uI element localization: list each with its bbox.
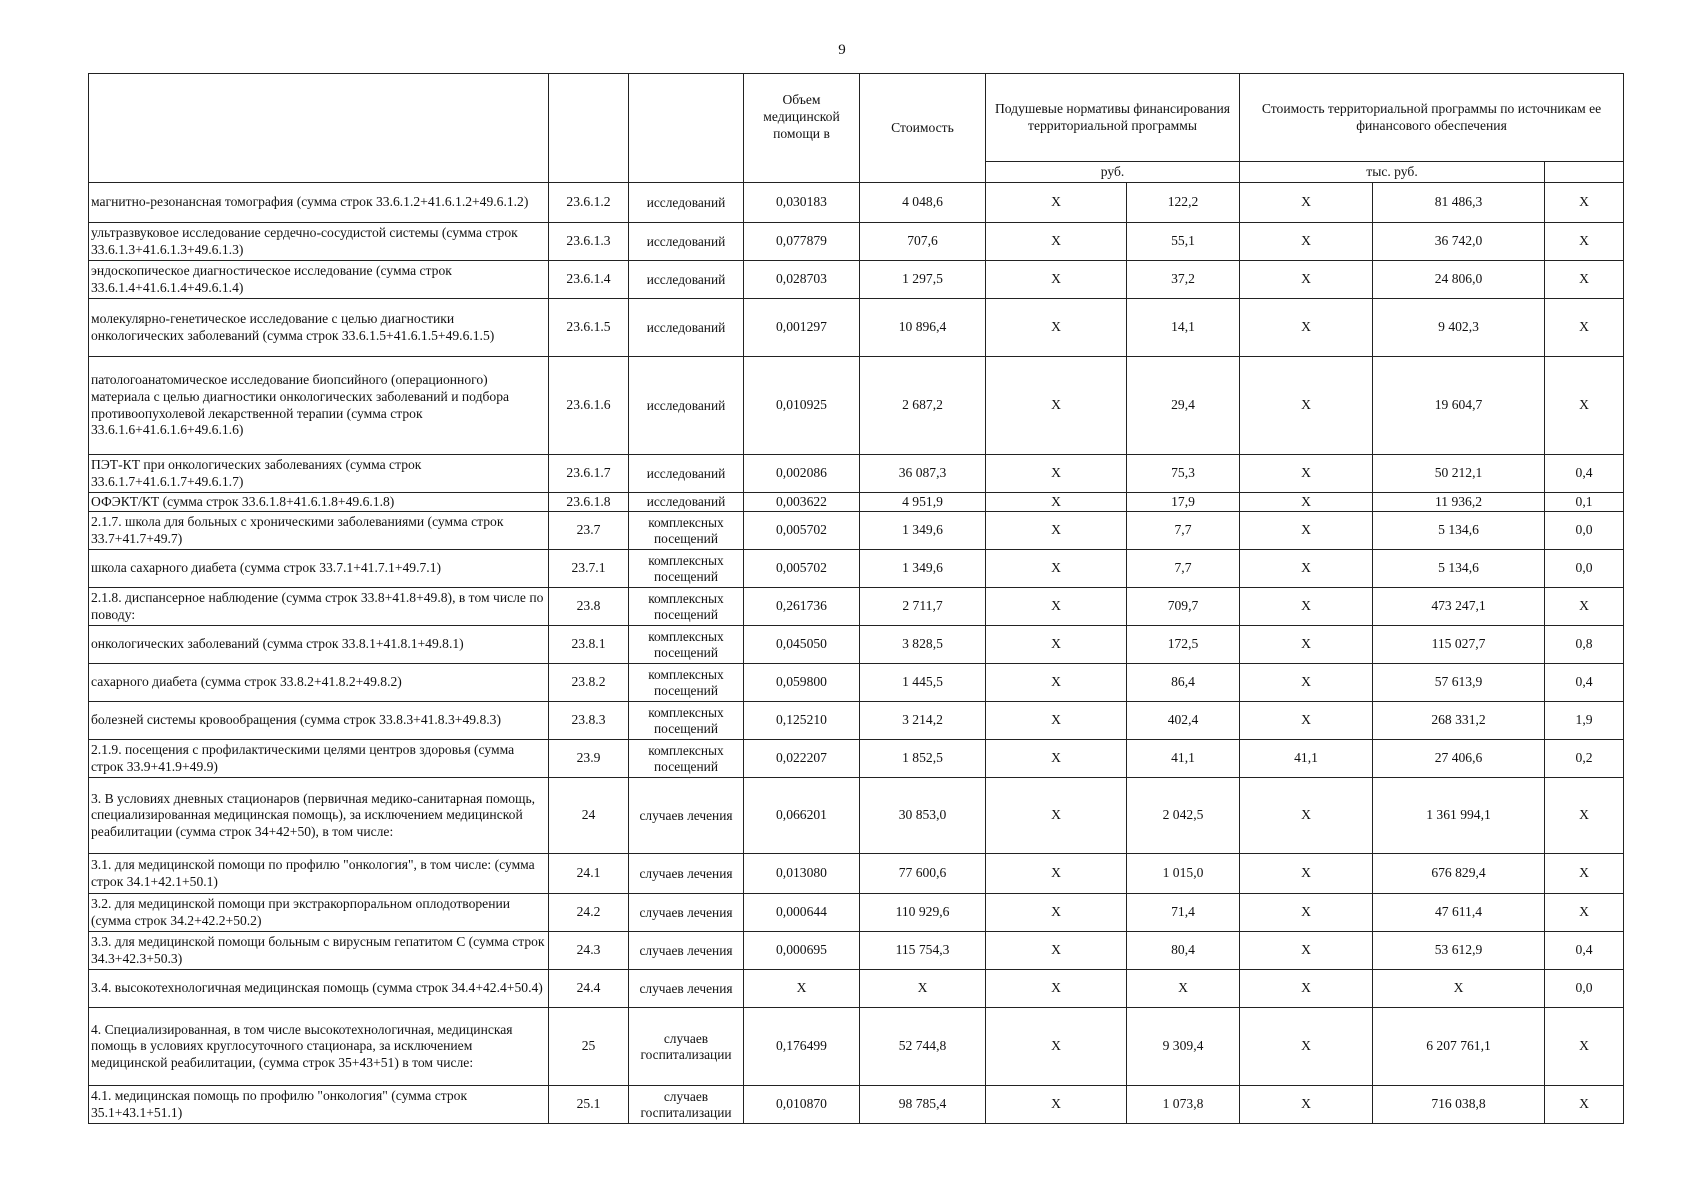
row-name: 3.4. высокотехнологичная медицинская помощь (сумма строк 34.4+42.4+50.4) [89, 970, 549, 1008]
row-per-capita-b: 17,9 [1127, 493, 1240, 512]
row-program-cost-a: X [1240, 970, 1373, 1008]
row-cost: 2 711,7 [860, 588, 986, 626]
row-per-capita-a: X [986, 970, 1127, 1008]
row-program-cost-c: X [1545, 183, 1624, 223]
row-unit: комплексных посещений [629, 550, 744, 588]
row-cost: 1 349,6 [860, 550, 986, 588]
row-cost: 77 600,6 [860, 854, 986, 894]
row-program-cost-c: 0,4 [1545, 455, 1624, 493]
row-volume: 0,125210 [744, 702, 860, 740]
row-name: 3.2. для медицинской помощи при экстракорпоральном оплодотворении (сумма строк 34.2+42.2+50.2) [89, 894, 549, 932]
row-volume: 0,013080 [744, 854, 860, 894]
row-per-capita-b: 75,3 [1127, 455, 1240, 493]
row-cost: 110 929,6 [860, 894, 986, 932]
row-program-cost-b: 24 806,0 [1373, 261, 1545, 299]
row-unit: случаев лечения [629, 854, 744, 894]
row-code: 24.2 [549, 894, 629, 932]
row-program-cost-a: 41,1 [1240, 740, 1373, 778]
row-name: ОФЭКТ/КТ (сумма строк 33.6.1.8+41.6.1.8+49.6.1.8) [89, 493, 549, 512]
row-cost: 30 853,0 [860, 778, 986, 854]
row-unit: исследований [629, 493, 744, 512]
row-volume: 0,001297 [744, 299, 860, 357]
row-volume: 0,005702 [744, 550, 860, 588]
table-row [89, 550, 1624, 588]
row-volume: 0,045050 [744, 626, 860, 664]
row-per-capita-a: X [986, 493, 1127, 512]
row-cost: X [860, 970, 986, 1008]
row-program-cost-b: 53 612,9 [1373, 932, 1545, 970]
row-program-cost-b: 47 611,4 [1373, 894, 1545, 932]
row-per-capita-b: 29,4 [1127, 357, 1240, 455]
header-name [89, 74, 549, 183]
row-name: онкологических заболеваний (сумма строк 33.8.1+41.8.1+49.8.1) [89, 626, 549, 664]
header-per-capita-unit: руб. [986, 162, 1240, 183]
row-program-cost-c: 0,0 [1545, 550, 1624, 588]
row-name: 2.1.8. диспансерное наблюдение (сумма строк 33.8+41.8+49.8), в том числе по поводу: [89, 588, 549, 626]
row-program-cost-a: X [1240, 223, 1373, 261]
table-row [89, 854, 1624, 894]
header-program-cost-unit: тыс. руб. [1240, 162, 1545, 183]
header-per-capita: Подушевые нормативы финансирования территориальной программы [986, 74, 1240, 162]
row-name: сахарного диабета (сумма строк 33.8.2+41.8.2+49.8.2) [89, 664, 549, 702]
row-cost: 4 951,9 [860, 493, 986, 512]
row-program-cost-b: 57 613,9 [1373, 664, 1545, 702]
row-per-capita-a: X [986, 512, 1127, 550]
row-per-capita-b: 41,1 [1127, 740, 1240, 778]
table-row [89, 357, 1624, 455]
table-row [89, 664, 1624, 702]
row-program-cost-c: X [1545, 778, 1624, 854]
row-code: 23.6.1.4 [549, 261, 629, 299]
row-per-capita-a: X [986, 740, 1127, 778]
row-program-cost-a: X [1240, 626, 1373, 664]
row-per-capita-b: 80,4 [1127, 932, 1240, 970]
row-volume: 0,010870 [744, 1086, 860, 1124]
row-program-cost-c: X [1545, 588, 1624, 626]
row-program-cost-b: 5 134,6 [1373, 550, 1545, 588]
row-cost: 1 297,5 [860, 261, 986, 299]
row-program-cost-a: X [1240, 588, 1373, 626]
row-program-cost-b: 5 134,6 [1373, 512, 1545, 550]
row-code: 23.8 [549, 588, 629, 626]
row-per-capita-b: 7,7 [1127, 512, 1240, 550]
row-volume: 0,003622 [744, 493, 860, 512]
row-code: 23.6.1.3 [549, 223, 629, 261]
row-per-capita-a: X [986, 1086, 1127, 1124]
row-per-capita-a: X [986, 932, 1127, 970]
row-cost: 10 896,4 [860, 299, 986, 357]
row-name: болезней системы кровообращения (сумма строк 33.8.3+41.8.3+49.8.3) [89, 702, 549, 740]
page-number: 9 [838, 42, 846, 58]
row-program-cost-c: 1,9 [1545, 702, 1624, 740]
header-program-cost: Стоимость территориальной программы по источникам ее финансового обеспечения [1240, 74, 1624, 162]
row-unit: случаев лечения [629, 932, 744, 970]
table-row [89, 512, 1624, 550]
row-per-capita-b: 402,4 [1127, 702, 1240, 740]
row-per-capita-a: X [986, 894, 1127, 932]
table-row [89, 1008, 1624, 1086]
row-per-capita-b: 1 073,8 [1127, 1086, 1240, 1124]
table-row [89, 970, 1624, 1008]
row-program-cost-c: 0,0 [1545, 970, 1624, 1008]
row-cost: 3 214,2 [860, 702, 986, 740]
row-code: 23.6.1.6 [549, 357, 629, 455]
row-per-capita-b: 71,4 [1127, 894, 1240, 932]
row-per-capita-b: 2 042,5 [1127, 778, 1240, 854]
row-code: 23.8.1 [549, 626, 629, 664]
header-program-cost-extra [1545, 162, 1624, 183]
row-program-cost-a: X [1240, 1008, 1373, 1086]
row-unit: исследований [629, 183, 744, 223]
table-row [89, 894, 1624, 932]
row-unit: комплексных посещений [629, 702, 744, 740]
row-cost: 3 828,5 [860, 626, 986, 664]
row-program-cost-a: X [1240, 183, 1373, 223]
row-code: 23.8.2 [549, 664, 629, 702]
table-row [89, 626, 1624, 664]
row-volume: 0,002086 [744, 455, 860, 493]
row-per-capita-b: 55,1 [1127, 223, 1240, 261]
row-cost: 36 087,3 [860, 455, 986, 493]
row-unit: исследований [629, 357, 744, 455]
row-volume: 0,005702 [744, 512, 860, 550]
row-cost: 707,6 [860, 223, 986, 261]
row-cost: 1 852,5 [860, 740, 986, 778]
row-unit: комплексных посещений [629, 588, 744, 626]
financing-table [88, 73, 1624, 1124]
row-program-cost-b: 50 212,1 [1373, 455, 1545, 493]
row-program-cost-c: 0,8 [1545, 626, 1624, 664]
row-name: 4.1. медицинская помощь по профилю "онкология" (сумма строк 35.1+43.1+51.1) [89, 1086, 549, 1124]
row-name: патологоанатомическое исследование биопсийного (операционного) материала с целью диагностики онкологических заболеваний и подбора противоопухолевой лекарственной терапии (сумма строк 33.6.1.6+41.6.1.6+49.6.1.6) [89, 357, 549, 455]
row-program-cost-b: 473 247,1 [1373, 588, 1545, 626]
row-unit: случаев лечения [629, 894, 744, 932]
row-program-cost-b: 36 742,0 [1373, 223, 1545, 261]
row-name: 2.1.9. посещения с профилактическими целями центров здоровья (сумма строк 33.9+41.9+49.9) [89, 740, 549, 778]
row-per-capita-a: X [986, 626, 1127, 664]
row-volume: 0,030183 [744, 183, 860, 223]
row-program-cost-c: X [1545, 357, 1624, 455]
table-row [89, 588, 1624, 626]
row-per-capita-b: 86,4 [1127, 664, 1240, 702]
row-cost: 1 445,5 [860, 664, 986, 702]
row-name: 3. В условиях дневных стационаров (первичная медико-санитарная помощь, специализированная медицинская помощь), за исключением медицинской реабилитации (сумма строк 34+42+50), в том числе: [89, 778, 549, 854]
row-unit: комплексных посещений [629, 664, 744, 702]
row-volume: 0,261736 [744, 588, 860, 626]
row-per-capita-a: X [986, 183, 1127, 223]
row-per-capita-a: X [986, 299, 1127, 357]
row-code: 23.6.1.7 [549, 455, 629, 493]
table-row [89, 261, 1624, 299]
row-code: 24.4 [549, 970, 629, 1008]
row-program-cost-a: X [1240, 664, 1373, 702]
row-code: 25 [549, 1008, 629, 1086]
row-program-cost-a: X [1240, 299, 1373, 357]
row-name: 3.1. для медицинской помощи по профилю "онкология", в том числе: (сумма строк 34.1+42.1+50.1) [89, 854, 549, 894]
row-code: 23.8.3 [549, 702, 629, 740]
row-per-capita-b: 9 309,4 [1127, 1008, 1240, 1086]
row-program-cost-a: X [1240, 493, 1373, 512]
table-header-row [89, 74, 1624, 162]
row-program-cost-c: 0,1 [1545, 493, 1624, 512]
row-volume: 0,059800 [744, 664, 860, 702]
row-program-cost-c: X [1545, 894, 1624, 932]
row-volume: 0,022207 [744, 740, 860, 778]
row-program-cost-c: 0,0 [1545, 512, 1624, 550]
table-row [89, 223, 1624, 261]
table-row [89, 778, 1624, 854]
header-cost: Стоимость [860, 74, 986, 183]
row-program-cost-a: X [1240, 854, 1373, 894]
row-cost: 115 754,3 [860, 932, 986, 970]
row-per-capita-a: X [986, 588, 1127, 626]
row-program-cost-a: X [1240, 702, 1373, 740]
row-unit: комплексных посещений [629, 626, 744, 664]
row-name: магнитно-резонансная томография (сумма строк 33.6.1.2+41.6.1.2+49.6.1.2) [89, 183, 549, 223]
row-per-capita-a: X [986, 1008, 1127, 1086]
row-per-capita-b: 122,2 [1127, 183, 1240, 223]
row-program-cost-c: X [1545, 223, 1624, 261]
row-volume: 0,028703 [744, 261, 860, 299]
row-program-cost-b: 1 361 994,1 [1373, 778, 1545, 854]
row-per-capita-a: X [986, 357, 1127, 455]
row-unit: комплексных посещений [629, 512, 744, 550]
row-code: 23.9 [549, 740, 629, 778]
row-unit: случаев лечения [629, 778, 744, 854]
row-volume: 0,000695 [744, 932, 860, 970]
row-program-cost-b: 11 936,2 [1373, 493, 1545, 512]
row-unit: случаев госпитализации [629, 1086, 744, 1124]
row-program-cost-c: X [1545, 1086, 1624, 1124]
row-per-capita-a: X [986, 854, 1127, 894]
row-per-capita-b: 7,7 [1127, 550, 1240, 588]
row-volume: 0,000644 [744, 894, 860, 932]
row-program-cost-c: 0,4 [1545, 664, 1624, 702]
table-row [89, 455, 1624, 493]
row-unit: комплексных посещений [629, 740, 744, 778]
row-program-cost-c: 0,2 [1545, 740, 1624, 778]
row-per-capita-a: X [986, 261, 1127, 299]
table-row [89, 1086, 1624, 1124]
row-name: молекулярно-генетическое исследование с целью диагностики онкологических заболеваний (сумма строк 33.6.1.5+41.6.1.5+49.6.1.5) [89, 299, 549, 357]
row-unit: исследований [629, 299, 744, 357]
row-program-cost-a: X [1240, 1086, 1373, 1124]
row-name: ультразвуковое исследование сердечно-сосудистой системы (сумма строк 33.6.1.3+41.6.1.3+49.6.1.3) [89, 223, 549, 261]
row-program-cost-b: 6 207 761,1 [1373, 1008, 1545, 1086]
row-unit: исследований [629, 455, 744, 493]
row-per-capita-b: 172,5 [1127, 626, 1240, 664]
row-unit: случаев лечения [629, 970, 744, 1008]
table-row [89, 702, 1624, 740]
row-program-cost-b: X [1373, 970, 1545, 1008]
row-cost: 98 785,4 [860, 1086, 986, 1124]
row-program-cost-c: 0,4 [1545, 932, 1624, 970]
row-per-capita-a: X [986, 778, 1127, 854]
row-unit: случаев госпитализации [629, 1008, 744, 1086]
table-row [89, 183, 1624, 223]
header-code [549, 74, 629, 183]
row-program-cost-a: X [1240, 512, 1373, 550]
row-program-cost-b: 268 331,2 [1373, 702, 1545, 740]
row-unit: исследований [629, 223, 744, 261]
row-program-cost-b: 19 604,7 [1373, 357, 1545, 455]
row-cost: 1 349,6 [860, 512, 986, 550]
row-program-cost-b: 27 406,6 [1373, 740, 1545, 778]
row-program-cost-a: X [1240, 894, 1373, 932]
row-program-cost-c: X [1545, 299, 1624, 357]
row-per-capita-b: 709,7 [1127, 588, 1240, 626]
row-per-capita-a: X [986, 223, 1127, 261]
row-program-cost-b: 716 038,8 [1373, 1086, 1545, 1124]
row-volume: 0,077879 [744, 223, 860, 261]
row-cost: 2 687,2 [860, 357, 986, 455]
table-row [89, 493, 1624, 512]
row-program-cost-a: X [1240, 261, 1373, 299]
row-code: 25.1 [549, 1086, 629, 1124]
row-code: 24.1 [549, 854, 629, 894]
row-name: 4. Специализированная, в том числе высокотехнологичная, медицинская помощь в условиях круглосуточного стационара, за исключением медицинской реабилитации, (сумма строк 35+43+51) в том числе: [89, 1008, 549, 1086]
table-row [89, 299, 1624, 357]
row-program-cost-a: X [1240, 550, 1373, 588]
row-volume: X [744, 970, 860, 1008]
row-per-capita-b: X [1127, 970, 1240, 1008]
row-name: 2.1.7. школа для больных с хроническими заболеваниями (сумма строк 33.7+41.7+49.7) [89, 512, 549, 550]
row-code: 23.6.1.2 [549, 183, 629, 223]
row-code: 23.6.1.8 [549, 493, 629, 512]
row-per-capita-b: 1 015,0 [1127, 854, 1240, 894]
row-program-cost-b: 676 829,4 [1373, 854, 1545, 894]
row-code: 24.3 [549, 932, 629, 970]
table-row [89, 932, 1624, 970]
row-cost: 52 744,8 [860, 1008, 986, 1086]
row-name: ПЭТ-КТ при онкологических заболеваниях (сумма строк 33.6.1.7+41.6.1.7+49.6.1.7) [89, 455, 549, 493]
row-program-cost-a: X [1240, 932, 1373, 970]
row-code: 24 [549, 778, 629, 854]
row-program-cost-c: X [1545, 261, 1624, 299]
row-name: эндоскопическое диагностическое исследование (сумма строк 33.6.1.4+41.6.1.4+49.6.1.4) [89, 261, 549, 299]
row-code: 23.6.1.5 [549, 299, 629, 357]
row-unit: исследований [629, 261, 744, 299]
row-program-cost-b: 81 486,3 [1373, 183, 1545, 223]
row-program-cost-b: 9 402,3 [1373, 299, 1545, 357]
row-volume: 0,176499 [744, 1008, 860, 1086]
header-unit [629, 74, 744, 183]
row-program-cost-b: 115 027,7 [1373, 626, 1545, 664]
header-volume: Объем медицинской помощи в [744, 74, 860, 183]
row-program-cost-a: X [1240, 455, 1373, 493]
row-name: 3.3. для медицинской помощи больным с вирусным гепатитом С (сумма строк 34.3+42.3+50.3) [89, 932, 549, 970]
row-volume: 0,010925 [744, 357, 860, 455]
row-per-capita-a: X [986, 550, 1127, 588]
table-row [89, 740, 1624, 778]
row-per-capita-a: X [986, 702, 1127, 740]
row-name: школа сахарного диабета (сумма строк 33.7.1+41.7.1+49.7.1) [89, 550, 549, 588]
row-per-capita-b: 37,2 [1127, 261, 1240, 299]
row-code: 23.7 [549, 512, 629, 550]
row-program-cost-c: X [1545, 1008, 1624, 1086]
row-per-capita-a: X [986, 455, 1127, 493]
row-volume: 0,066201 [744, 778, 860, 854]
row-cost: 4 048,6 [860, 183, 986, 223]
row-program-cost-a: X [1240, 778, 1373, 854]
row-program-cost-c: X [1545, 854, 1624, 894]
row-code: 23.7.1 [549, 550, 629, 588]
row-per-capita-b: 14,1 [1127, 299, 1240, 357]
row-program-cost-a: X [1240, 357, 1373, 455]
row-per-capita-a: X [986, 664, 1127, 702]
